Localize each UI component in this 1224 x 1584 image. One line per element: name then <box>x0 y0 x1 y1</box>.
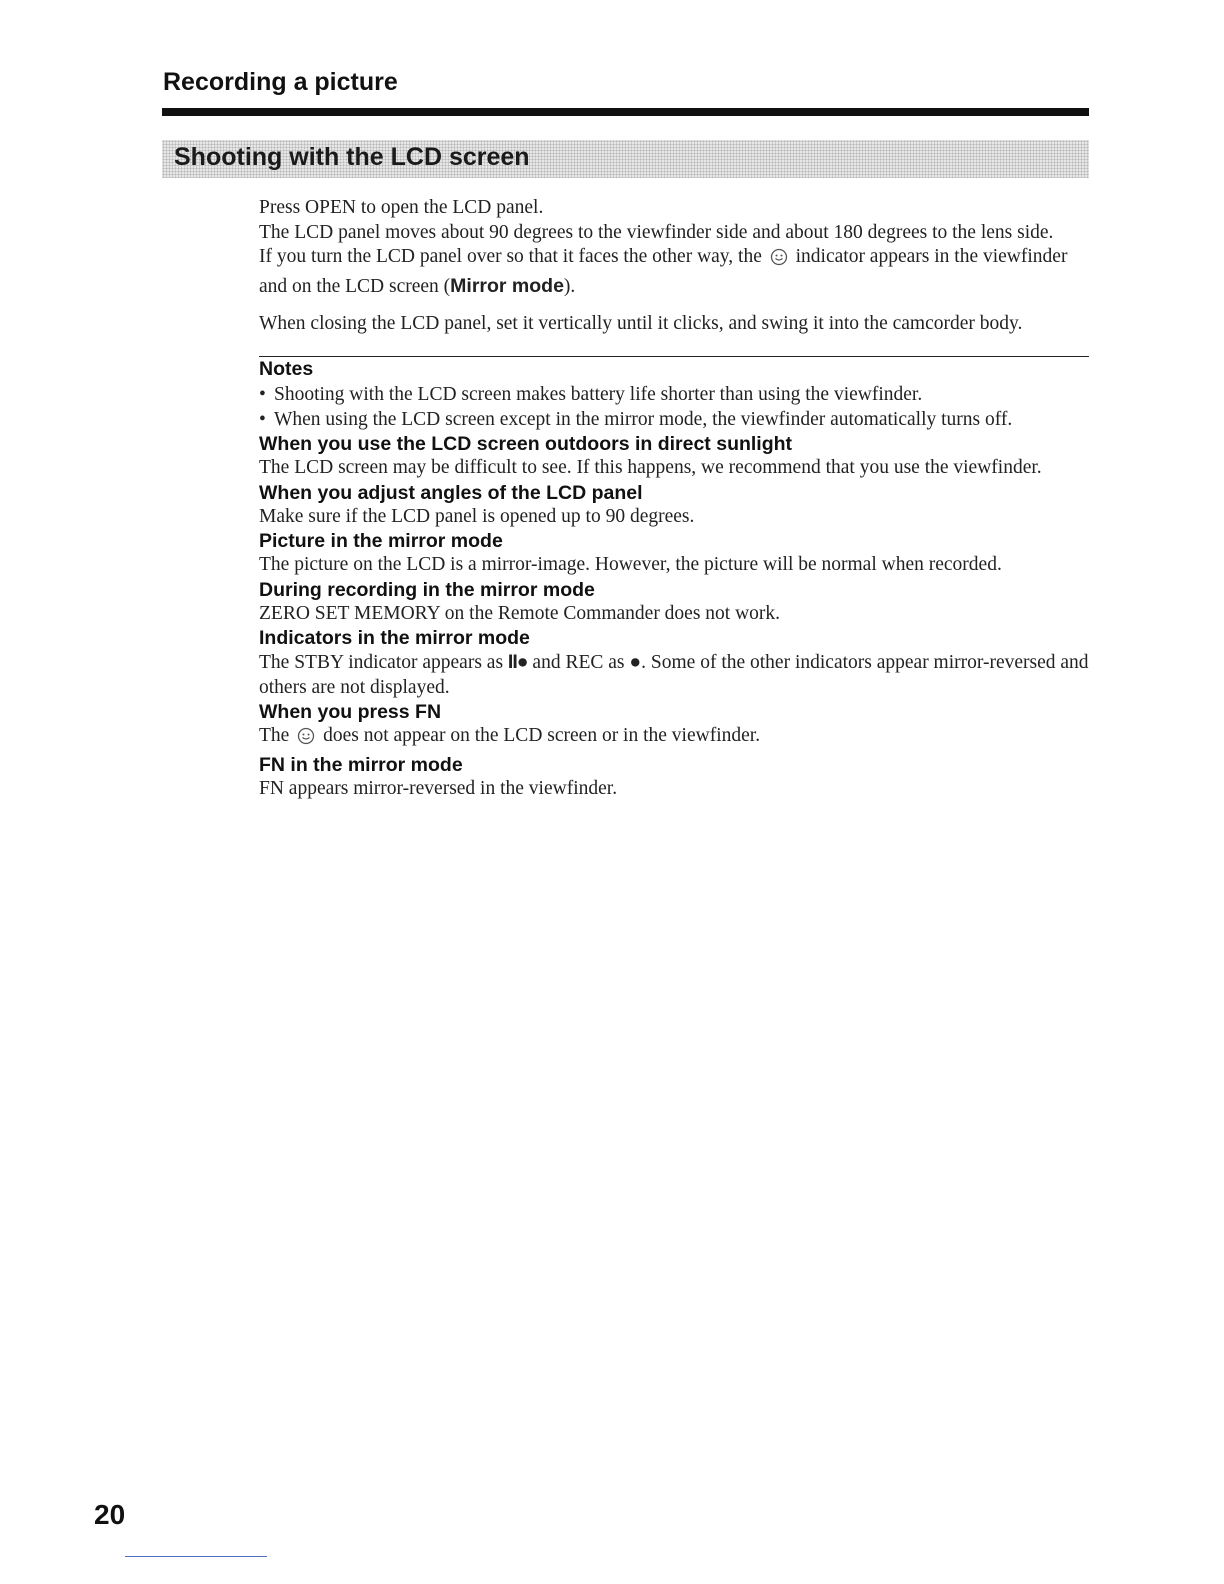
intro-line-1: Press OPEN to open the LCD panel. <box>259 197 544 218</box>
note-item: • Shooting with the LCD screen makes battery life shorter than using the viewfinder. <box>259 383 1089 408</box>
sunlight-body: The LCD screen may be difficult to see. If this happens, we recommend that you use the viewfinder. <box>259 457 1042 478</box>
intro-line-3-end: ). <box>563 275 576 297</box>
intro-closing: When closing the LCD panel, set it vertically until it clicks, and swing it into the camcorder body. <box>259 313 1023 334</box>
main-content <box>259 196 1089 801</box>
title-rule <box>162 108 1089 116</box>
rec-indicator-icon: ● <box>629 652 642 673</box>
bottom-line <box>125 1556 267 1557</box>
sunlight-heading: When you use the LCD screen outdoors in direct sunlight <box>259 433 793 455</box>
notes-title: Notes <box>259 357 314 380</box>
mirror-mode-icon <box>770 248 788 274</box>
angles-body: Make sure if the LCD panel is opened up to 90 degrees. <box>259 505 695 527</box>
note-item: • When using the LCD screen except in the mirror mode, the viewfinder automatically turns off. <box>259 408 1089 433</box>
stby-indicator-icon: II● <box>507 651 528 673</box>
intro-line-3-start: If you turn the LCD panel over so that it faces the other way, the <box>259 246 762 267</box>
mirror-mode-label: Mirror mode <box>450 274 564 297</box>
mirror-recording-heading: During recording in the mirror mode <box>259 578 595 601</box>
press-fn-body <box>259 724 1089 753</box>
indicators-text-2: and REC as <box>532 652 625 673</box>
intro-line-3 <box>259 245 1089 299</box>
subsection-banner <box>162 140 1089 178</box>
indicators-text-3: . Some of the other indicators appear mirror-reversed and others are not displayed. <box>259 652 1089 698</box>
mirror-picture-body: The picture on the LCD is a mirror-image. However, the picture will be normal when recorded. <box>259 554 1002 575</box>
press-fn-heading: When you press FN <box>259 701 442 723</box>
press-fn-text-1: The <box>259 725 290 746</box>
mirror-indicators-heading: Indicators in the mirror mode <box>259 627 530 649</box>
fn-mirror-heading: FN in the mirror mode <box>259 753 463 776</box>
indicators-text-1: The STBY indicator appears as <box>259 652 504 673</box>
intro-line-3-mid: indicator appears in the viewfinder and on the LCD screen ( <box>259 246 1068 297</box>
angles-heading: When you adjust angles of the LCD panel <box>259 481 643 504</box>
notes-list <box>259 383 1089 432</box>
mirror-recording-body: ZERO SET MEMORY on the Remote Commander does not work. <box>259 602 781 624</box>
press-fn-text-2: does not appear on the LCD screen or in the viewfinder. <box>323 725 761 746</box>
section-title: Recording a picture <box>163 68 398 96</box>
mirror-indicators-body <box>259 650 1089 700</box>
page-number: 20 <box>94 1499 126 1530</box>
intro-line-2: The LCD panel moves about 90 degrees to the viewfinder side and about 180 degrees to the lens side. <box>259 221 1054 243</box>
subsection-title: Shooting with the LCD screen <box>174 143 530 171</box>
mirror-picture-heading: Picture in the mirror mode <box>259 530 503 552</box>
mirror-mode-icon <box>297 727 315 753</box>
fn-mirror-body: FN appears mirror-reversed in the viewfinder. <box>259 777 618 799</box>
